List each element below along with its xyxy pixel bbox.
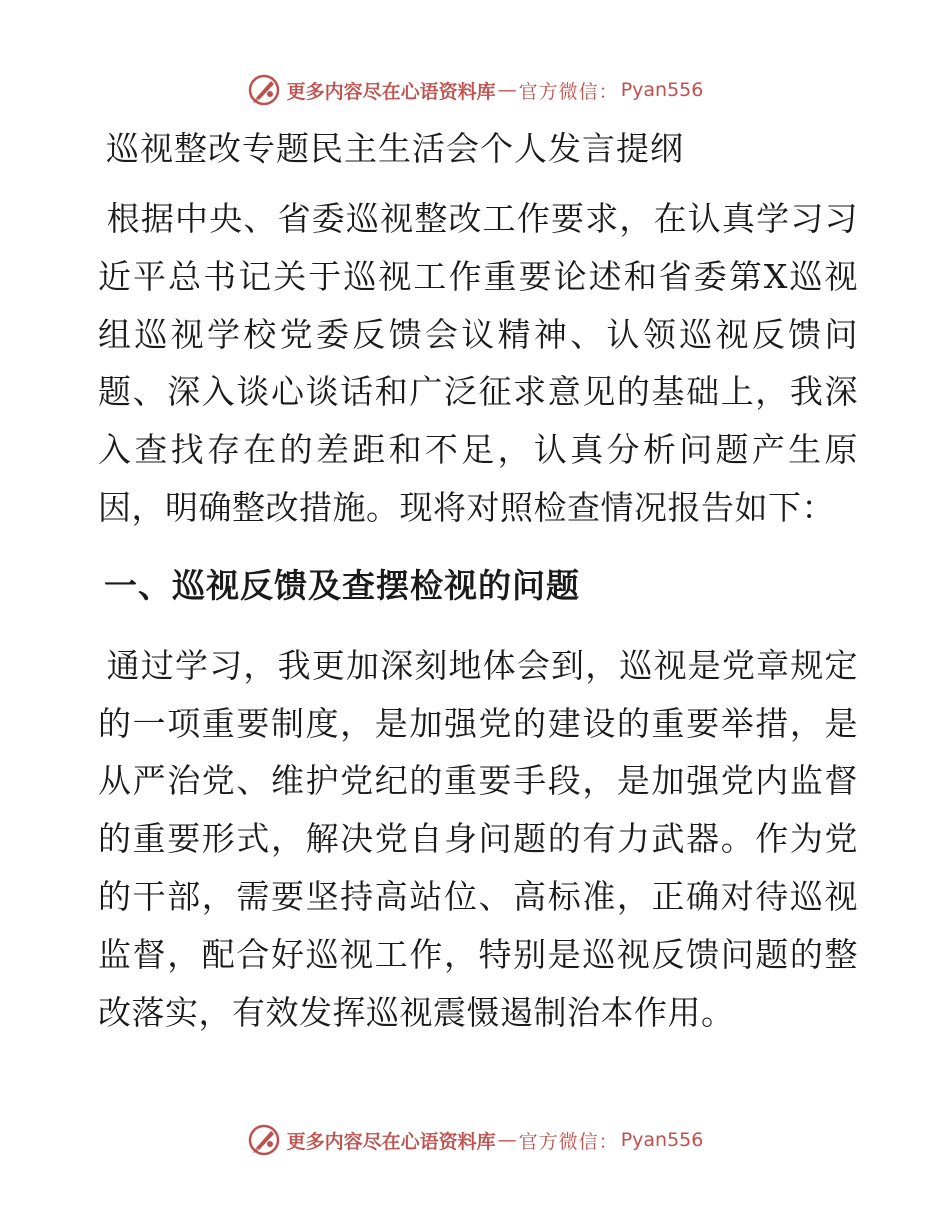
watermark-wechat-label: 官方微信：: [518, 1130, 619, 1153]
watermark-main-text: 更多内容尽在心语资料库: [286, 80, 496, 103]
intro-paragraph-text: 根据中央、省委巡视整改工作要求，在认真学习习近平总书记关于巡视工作重要论述和省委第X巡视组巡视学校党委反馈会议精神、认领巡视反馈问题、深入谈心谈话和广泛征求意见的基础上，我深入查找存在的差距和不足，认真分析问题产生原因，明确整改措施。现将对照检查情况报告如下：: [98, 199, 858, 527]
watermark-wechat-id: Pyan556: [620, 79, 704, 101]
intro-paragraph: [98, 190, 858, 537]
document-body: [98, 122, 858, 1063]
footer-watermark: [0, 1120, 950, 1160]
watermark-separator: —: [497, 79, 517, 101]
quill-pen-logo-icon: [247, 1123, 281, 1157]
watermark-separator: —: [497, 1129, 517, 1151]
section-1-paragraph-text: 通过学习，我更加深刻地体会到，巡视是党章规定的一项重要制度，是加强党的建设的重要举措，是从严治党、维护党纪的重要手段，是加强党内监督的重要形式，解决党自身问题的有力武器。作为党的干部，需要坚持高站位、高标准，正确对待巡视监督，配合好巡视工作，特别是巡视反馈问题的整改落实，有效发挥巡视震慑遏制治本作用。: [98, 645, 858, 1032]
watermark-wechat-id: Pyan556: [620, 1129, 704, 1151]
quill-pen-logo-icon: [247, 73, 281, 107]
section-1-heading: 一、巡视反馈及查摆检视的问题: [104, 565, 580, 605]
section-1-paragraph: [98, 637, 858, 1042]
header-watermark: [0, 70, 950, 110]
watermark-main-text: 更多内容尽在心语资料库: [286, 1130, 496, 1153]
watermark-wechat-label: 官方微信：: [518, 80, 619, 103]
document-title: 巡视整改专题民主生活会个人发言提纲: [106, 129, 684, 168]
